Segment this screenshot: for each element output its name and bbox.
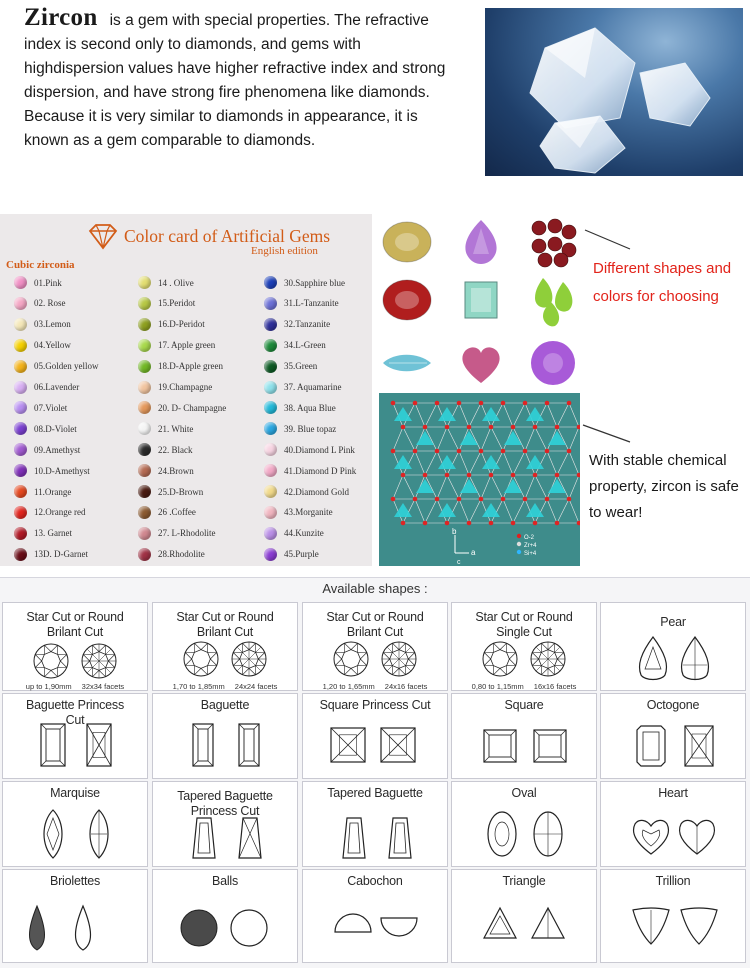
- shape-name: Baguette Princess Cut: [3, 698, 147, 728]
- facet-count: 32x34 facets: [82, 682, 125, 691]
- swatch-dot: [264, 548, 277, 561]
- shape-drawing: [452, 870, 598, 964]
- swatch-dot: [14, 548, 27, 561]
- size-range: up to 1,90mm: [26, 682, 72, 691]
- shape-cell: [451, 693, 597, 779]
- shape-name: Square Princess Cut: [303, 698, 447, 713]
- swatch-dot: [264, 318, 277, 331]
- facet-count: 24x24 facets: [235, 682, 278, 691]
- swatch-label: 39. Blue topaz: [284, 424, 336, 434]
- shape-cell: [2, 693, 148, 779]
- color-swatch: [14, 339, 71, 352]
- shape-name: Star Cut or Round Brilant Cut: [153, 610, 297, 640]
- legend-zirconium: Zr+4: [524, 543, 537, 549]
- shape-cell: [302, 693, 448, 779]
- shape-drawing: [3, 782, 149, 868]
- swatch-dot: [14, 464, 27, 477]
- swatch-dot: [14, 506, 27, 519]
- swatch-dot: [14, 422, 27, 435]
- color-swatch: [14, 464, 90, 477]
- color-swatch: [138, 527, 216, 540]
- color-swatch: [138, 422, 193, 435]
- swatch-label: 26 .Coffee: [158, 507, 196, 517]
- color-swatch: [14, 506, 85, 519]
- shape-name: Balls: [153, 874, 297, 889]
- shape-name: Trillion: [601, 874, 745, 889]
- shapes-title: Available shapes :: [0, 581, 750, 596]
- swatch-dot: [138, 381, 151, 394]
- shape-cell: [152, 781, 298, 867]
- gem-red-oval-photo: [379, 272, 435, 328]
- shape-name: Heart: [601, 786, 745, 801]
- swatch-label: 16.D-Peridot: [158, 319, 205, 329]
- legend-silicon: Si+4: [524, 551, 537, 557]
- axis-c-label: c: [457, 559, 461, 566]
- swatch-label: 04.Yellow: [34, 340, 71, 350]
- shape-cell: [451, 602, 597, 691]
- color-swatch: [14, 548, 88, 561]
- gem-garnet-rounds-photo: [525, 214, 581, 270]
- shape-cell: [152, 869, 298, 963]
- shape-name: Tapered Baguette: [303, 786, 447, 801]
- swatch-label: 27. L-Rhodolite: [158, 528, 216, 538]
- swatch-label: 15.Peridot: [158, 298, 195, 308]
- color-swatch: [14, 401, 67, 414]
- shape-name: Square: [452, 698, 596, 713]
- color-card-subtitle: English edition: [251, 245, 318, 257]
- swatch-label: 38. Aqua Blue: [284, 403, 336, 413]
- swatch-dot: [14, 276, 27, 289]
- color-swatch: [264, 339, 326, 352]
- swatch-label: 01.Pink: [34, 278, 62, 288]
- hero-crystal-photo: [485, 8, 743, 176]
- gem-pink-heart-photo: [453, 335, 509, 391]
- shape-drawing: [3, 603, 149, 692]
- color-swatch: [138, 443, 193, 456]
- swatch-dot: [14, 297, 27, 310]
- shape-drawing: [601, 870, 747, 964]
- swatch-dot: [138, 297, 151, 310]
- swatch-dot: [264, 276, 277, 289]
- facet-count: 16x16 facets: [534, 682, 577, 691]
- swatch-dot: [138, 485, 151, 498]
- shape-name: Tapered Baguette Princess Cut: [153, 789, 297, 819]
- swatch-dot: [14, 318, 27, 331]
- shape-drawing: [153, 603, 299, 692]
- swatch-label: 32.Tanzanite: [284, 319, 330, 329]
- gem-blue-teardrop-photo: [379, 335, 435, 391]
- connector-line: [581, 423, 633, 445]
- swatch-label: 05.Golden yellow: [34, 361, 99, 371]
- shape-name: Star Cut or Round Single Cut: [452, 610, 596, 640]
- swatch-label: 07.Violet: [34, 403, 67, 413]
- color-swatch: [138, 506, 196, 519]
- shape-cell: [600, 781, 746, 867]
- color-swatch: [14, 443, 80, 456]
- color-swatch: [264, 548, 319, 561]
- gem-purple-round-photo: [525, 335, 581, 391]
- shape-drawing: [3, 694, 149, 780]
- swatch-dot: [264, 422, 277, 435]
- shape-cell: [600, 602, 746, 691]
- shape-drawing: [452, 782, 598, 868]
- swatch-label: 30.Sapphire blue: [284, 278, 345, 288]
- shape-cell: [600, 693, 746, 779]
- shape-drawing: [601, 782, 747, 868]
- shape-name: Triangle: [452, 874, 596, 889]
- size-range: 1,20 to 1,65mm: [323, 682, 375, 691]
- color-swatch: [138, 360, 223, 373]
- color-swatch: [138, 548, 205, 561]
- swatch-label: 08.D-Violet: [34, 424, 77, 434]
- color-swatch: [138, 318, 205, 331]
- shape-cell: [451, 869, 597, 963]
- swatch-dot: [138, 339, 151, 352]
- swatch-label: 43.Morganite: [284, 507, 333, 517]
- swatch-label: 17. Apple green: [158, 340, 215, 350]
- color-swatch: [138, 339, 215, 352]
- swatch-label: 10.D-Amethyst: [34, 466, 90, 476]
- color-swatch: [264, 464, 356, 477]
- swatch-label: 28.Rhodolite: [158, 549, 205, 559]
- shape-drawing: [153, 694, 299, 780]
- swatch-dot: [264, 360, 277, 373]
- facet-info: [3, 682, 147, 691]
- color-swatch: [14, 527, 72, 540]
- shape-cell: [2, 869, 148, 963]
- connector-line: [583, 228, 633, 252]
- shape-name: Baguette: [153, 698, 297, 713]
- shape-drawing: [601, 694, 747, 780]
- swatch-label: 09.Amethyst: [34, 445, 80, 455]
- shape-drawing: [3, 870, 149, 964]
- swatch-label: 40.Diamond L Pink: [284, 445, 355, 455]
- swatch-dot: [138, 318, 151, 331]
- swatch-dot: [138, 443, 151, 456]
- shape-name: Oval: [452, 786, 596, 801]
- shape-cell: [302, 602, 448, 691]
- swatch-dot: [138, 506, 151, 519]
- swatch-dot: [264, 401, 277, 414]
- shape-drawing: [601, 603, 747, 692]
- swatch-dot: [138, 401, 151, 414]
- size-range: 0,80 to 1,15mm: [472, 682, 524, 691]
- swatch-label: 21. White: [158, 424, 193, 434]
- shape-cell: [302, 869, 448, 963]
- shape-name: Marquise: [3, 786, 147, 801]
- swatch-dot: [14, 339, 27, 352]
- color-swatch: [14, 297, 66, 310]
- shape-name: Star Cut or Round Brilant Cut: [3, 610, 147, 640]
- swatch-label: 13. Garnet: [34, 528, 72, 538]
- size-range: 1,70 to 1,85mm: [173, 682, 225, 691]
- swatch-dot: [264, 381, 277, 394]
- color-swatch: [138, 297, 195, 310]
- facet-info: [452, 682, 596, 691]
- swatch-label: 22. Black: [158, 445, 193, 455]
- shape-drawing: [303, 603, 449, 692]
- swatch-label: 14 . Olive: [158, 278, 194, 288]
- swatch-label: 20. D- Champagne: [158, 403, 226, 413]
- shape-drawing: [303, 782, 449, 868]
- swatch-label: 12.Orange red: [34, 507, 85, 517]
- swatch-dot: [264, 443, 277, 456]
- swatch-dot: [138, 422, 151, 435]
- color-swatch: [138, 276, 194, 289]
- swatch-dot: [264, 527, 277, 540]
- swatch-dot: [138, 276, 151, 289]
- color-swatch: [14, 276, 62, 289]
- swatch-dot: [264, 297, 277, 310]
- swatch-label: 02. Rose: [34, 298, 66, 308]
- color-card-title: Color card of Artificial Gems: [124, 226, 330, 247]
- shape-name: Briolettes: [3, 874, 147, 889]
- color-swatch: [264, 276, 345, 289]
- swatch-label: 24.Brown: [158, 466, 194, 476]
- swatch-label: 42.Diamond Gold: [284, 487, 349, 497]
- shape-drawing: [452, 694, 598, 780]
- swatch-dot: [14, 360, 27, 373]
- swatch-label: 19.Champagne: [158, 382, 212, 392]
- color-swatch: [14, 318, 71, 331]
- color-swatch: [264, 381, 342, 394]
- intro-paragraph: [24, 6, 454, 153]
- shape-drawing: [303, 870, 449, 964]
- swatch-dot: [264, 485, 277, 498]
- color-swatch: [264, 443, 355, 456]
- swatch-dot: [264, 464, 277, 477]
- color-swatch: [264, 297, 339, 310]
- available-shapes-table: [0, 577, 750, 968]
- shape-drawing: [153, 782, 299, 868]
- shape-cell: [2, 602, 148, 691]
- color-swatch: [264, 422, 336, 435]
- swatch-dot: [138, 360, 151, 373]
- crystal-structure-diagram: [379, 393, 580, 566]
- swatch-dot: [14, 381, 27, 394]
- color-swatch: [264, 318, 330, 331]
- swatch-label: 13D. D-Garnet: [34, 549, 88, 559]
- swatch-dot: [14, 401, 27, 414]
- swatch-label: 11.Orange: [34, 487, 71, 497]
- swatch-label: 37. Aquamarine: [284, 382, 342, 392]
- shape-cell: [451, 781, 597, 867]
- gem-aqua-emerald-photo: [453, 272, 509, 328]
- shape-cell: [152, 693, 298, 779]
- facet-count: 24x16 facets: [385, 682, 428, 691]
- shape-cell: [600, 869, 746, 963]
- swatch-label: 45.Purple: [284, 549, 319, 559]
- axis-a-label: a: [471, 548, 476, 557]
- diamond-logo-icon: [86, 224, 120, 250]
- shape-name: Star Cut or Round Brilant Cut: [303, 610, 447, 640]
- color-card-section: Cubic zirconia: [6, 259, 75, 271]
- swatch-label: 06.Lavender: [34, 382, 79, 392]
- shape-drawing: [452, 603, 598, 692]
- shape-cell: [302, 781, 448, 867]
- color-swatch: [264, 401, 336, 414]
- legend-oxygen: O-2: [524, 535, 535, 541]
- color-swatch: [264, 485, 349, 498]
- intro-text: is a gem with special properties. The refractive index is second only to diamonds, and gems with highdispersion values have higher refractive index and strong dispersion, and have strong fire phenomena like diamonds. Because it is very similar to diamonds in appearance, it is known as a gem comparable to diamonds.: [24, 12, 445, 149]
- facet-info: [303, 682, 447, 691]
- swatch-label: 31.L-Tanzanite: [284, 298, 339, 308]
- swatch-dot: [264, 339, 277, 352]
- swatch-dot: [138, 464, 151, 477]
- swatch-label: 25.D-Brown: [158, 487, 203, 497]
- swatch-dot: [138, 527, 151, 540]
- shape-drawing: [153, 870, 299, 964]
- axis-b-label: b: [452, 527, 457, 536]
- shape-name: Pear: [601, 615, 745, 630]
- gem-green-pears-photo: [525, 272, 581, 328]
- color-swatch: [264, 360, 317, 373]
- color-card: [0, 214, 372, 566]
- shape-cell: [2, 781, 148, 867]
- color-swatch: [264, 506, 333, 519]
- stable-property-note: With stable chemical property, zircon is safe to wear!: [589, 448, 749, 526]
- swatch-label: 44.Kunzite: [284, 528, 324, 538]
- swatch-dot: [14, 443, 27, 456]
- color-swatch: [264, 527, 324, 540]
- swatch-label: 03.Lemon: [34, 319, 71, 329]
- color-swatch: [138, 381, 212, 394]
- color-swatch: [14, 485, 71, 498]
- color-swatch: [14, 360, 99, 373]
- shapes-colors-note: Different shapes and colors for choosing: [593, 255, 748, 311]
- swatch-label: 41.Diamond D Pink: [284, 466, 356, 476]
- swatch-dot: [264, 506, 277, 519]
- swatch-label: 18.D-Apple green: [158, 361, 223, 371]
- facet-info: [153, 682, 297, 691]
- color-swatch: [138, 464, 194, 477]
- shape-drawing: [303, 694, 449, 780]
- shape-name: Cabochon: [303, 874, 447, 889]
- shape-name: Octogone: [601, 698, 745, 713]
- brand-name: Zircon: [24, 4, 98, 31]
- gem-purple-pear-photo: [453, 214, 509, 270]
- color-swatch: [14, 381, 79, 394]
- color-swatch: [138, 485, 203, 498]
- shape-cell: [152, 602, 298, 691]
- color-swatch: [14, 422, 77, 435]
- swatch-label: 34.L-Green: [284, 340, 326, 350]
- gem-yellow-oval-photo: [379, 214, 435, 270]
- swatch-dot: [138, 548, 151, 561]
- swatch-label: 35.Green: [284, 361, 317, 371]
- color-swatch: [138, 401, 226, 414]
- swatch-dot: [14, 485, 27, 498]
- swatch-dot: [14, 527, 27, 540]
